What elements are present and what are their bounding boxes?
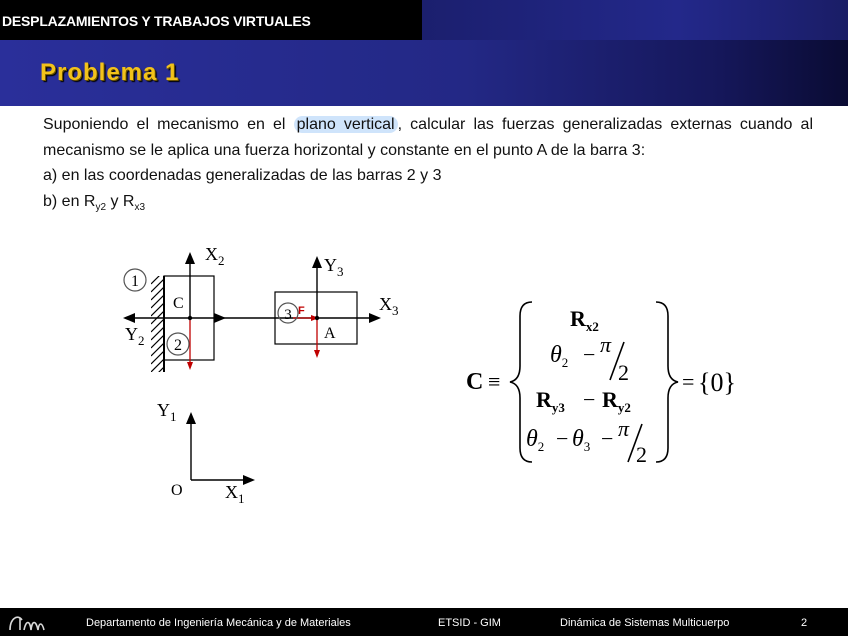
highlight-plano-vertical: plano vertical bbox=[294, 116, 398, 133]
slide-title: Problema 1 bbox=[40, 59, 180, 86]
x1-label: $X_1$ bbox=[225, 482, 245, 506]
eq-row-2-theta: $\theta_2$ bbox=[550, 342, 569, 370]
statement-text: , calcular las fuerzas generalizadas externas cuando al bbox=[397, 116, 813, 133]
footer-bar bbox=[0, 608, 848, 636]
y1-label: $Y_1$ bbox=[157, 400, 177, 424]
x2-arrowhead bbox=[185, 252, 195, 264]
x1-arrowhead bbox=[243, 475, 255, 485]
item-b-sub: y2 bbox=[95, 201, 107, 213]
eq-row-4-minus-2: − bbox=[601, 426, 614, 451]
origin-label: O bbox=[171, 482, 183, 499]
y2-arrowhead bbox=[123, 313, 135, 323]
x3-arrowhead bbox=[369, 313, 381, 323]
connector-arrowhead bbox=[214, 313, 226, 323]
statement-text: Suponiendo el mecanismo en el bbox=[43, 116, 294, 133]
statement-line-1 bbox=[43, 112, 813, 138]
wall-hatch bbox=[151, 270, 165, 380]
item-a: a) en las coordenadas generalizadas de las barras 2 y 3 bbox=[43, 167, 442, 184]
header-bar bbox=[0, 0, 848, 40]
eq-row-2-pi: π bbox=[600, 332, 612, 357]
point-a-dot bbox=[315, 316, 319, 320]
item-b bbox=[43, 189, 813, 221]
x2-label: $X_2$ bbox=[205, 244, 225, 268]
body-1-label: 1 bbox=[131, 273, 139, 290]
statement-line-2: mecanismo se le aplica una fuerza horizontal y constante en el punto A de la barra 3: bbox=[43, 141, 646, 159]
eq-row-1: $R_{x2}$ bbox=[570, 306, 599, 334]
eq-row-2-two: 2 bbox=[618, 360, 629, 385]
eq-row-3-minus: − bbox=[583, 387, 596, 412]
point-c-dot bbox=[188, 316, 192, 320]
weight-arrowhead-2 bbox=[187, 362, 193, 370]
force-label: F bbox=[298, 305, 305, 317]
y3-label: $Y_3$ bbox=[324, 255, 344, 279]
y1-arrowhead bbox=[186, 412, 196, 424]
right-brace bbox=[656, 302, 678, 462]
eq-row-2-minus: − bbox=[583, 342, 596, 367]
header-accent bbox=[422, 0, 848, 40]
weight-arrowhead-3 bbox=[314, 350, 320, 358]
university-logo-icon bbox=[6, 610, 46, 634]
item-b-text: b) en R bbox=[43, 192, 96, 210]
eq-row-4-two: 2 bbox=[636, 442, 647, 467]
body-2-label: 2 bbox=[174, 337, 182, 354]
eq-row-3-b: $R_{y2}$ bbox=[602, 387, 631, 415]
problem-statement bbox=[43, 112, 813, 220]
eq-equiv: ≡ bbox=[488, 369, 501, 394]
footer-school: ETSID - GIM bbox=[438, 617, 501, 629]
eq-row-3-a: $R_{y3}$ bbox=[536, 387, 565, 415]
point-a-label: A bbox=[324, 325, 336, 342]
eq-row-4-minus-1: − bbox=[556, 426, 569, 451]
footer-course: Dinámica de Sistemas Multicuerpo bbox=[560, 617, 730, 629]
y2-label: $Y_2$ bbox=[125, 324, 145, 348]
body-3-label: 3 bbox=[284, 307, 292, 323]
mechanism-figure bbox=[105, 238, 415, 518]
constraint-equation bbox=[460, 296, 740, 468]
eq-row-4-pi: π bbox=[618, 416, 630, 441]
title-band bbox=[0, 40, 848, 106]
x3-label: $X_3$ bbox=[379, 294, 399, 318]
eq-row-4-theta-3: $\theta_3$ bbox=[572, 426, 591, 454]
item-b-sub: x3 bbox=[134, 201, 146, 213]
header-title: DESPLAZAMIENTOS Y TRABAJOS VIRTUALES bbox=[2, 13, 311, 29]
footer-page-number: 2 bbox=[801, 617, 808, 629]
y3-arrowhead bbox=[312, 256, 322, 268]
point-c-label: C bbox=[173, 295, 184, 312]
eq-rhs: {0} bbox=[698, 368, 736, 397]
eq-equals: = bbox=[682, 369, 695, 394]
eq-lhs: C bbox=[466, 369, 484, 395]
eq-row-4-theta-2: $\theta_2$ bbox=[526, 426, 545, 454]
item-b-text: y R bbox=[106, 192, 135, 210]
footer-department: Departamento de Ingeniería Mecánica y de Materiales bbox=[86, 617, 351, 629]
